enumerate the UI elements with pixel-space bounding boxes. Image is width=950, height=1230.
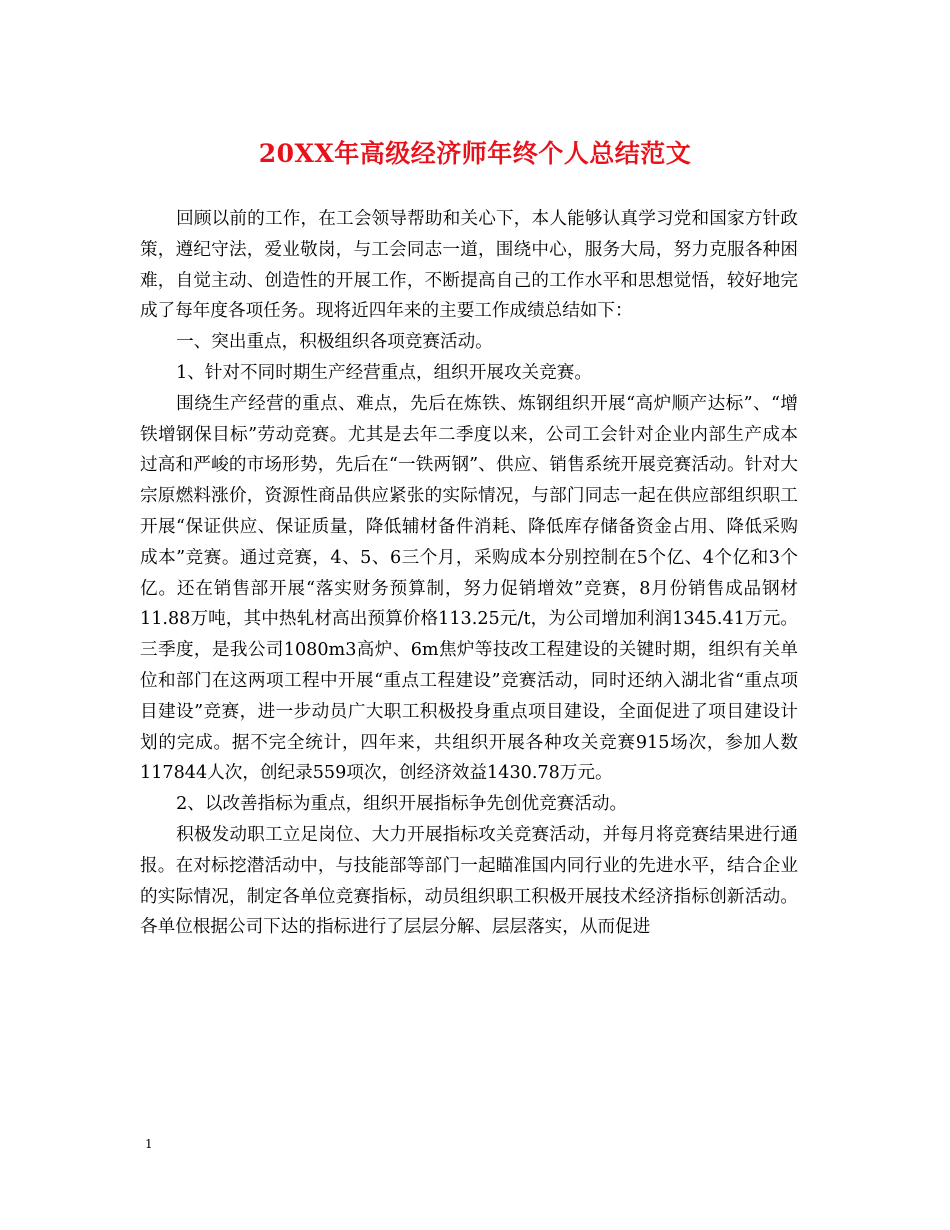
page-number: 1 [145,1137,153,1151]
paragraph-competition: 围绕生产经营的重点、难点，先后在炼铁、炼钢组织开展“高炉顺产达标”、“增铁增钢保目标”劳动竞赛。尤其是去年二季度以来，公司工会针对企业内部生产成本过高和严峻的市场形势，先后在“一铁两钢”、供应、销售系统开展竞赛活动。针对大宗原燃料涨价，资源性商品供应紧张的实际情况，与部门同志一起在供应部组织职工开展“保证供应、保证质量，降低辅材备件消耗、降低库存储备资金占用、降低采购成本”竞赛。通过竞赛，4、5、6三个月，采购成本分别控制在5个亿、4个亿和3个亿。还在销售部开展“落实财务预算制，努力促销增效”竞赛，8月份销售成品钢材11.88万吨，其中热轧材高出预算价格113.25元/t，为公司增加利润1345.41万元。三季度，是我公司1080m3高炉、6m焦炉等技改工程建设的关键时期，组织有关单位和部门在这两项工程中开展“重点工程建设”竞赛活动，同时还纳入湖北省“重点项目建设”竞赛，进一步动员广大职工积极投身重点项目建设，全面促进了项目建设计划的完成。据不完全统计，四年来，共组织开展各种攻关竞赛915场次，参加人数117844人次，创纪录559项次，创经济效益1430.78万元。 [140,393,798,784]
section-heading-1: 一、突出重点，积极组织各项竞赛活动。 [176,332,493,353]
document-body [140,204,798,943]
subsection-heading-1: 1、针对不同时期生产经营重点，组织开展攻关竞赛。 [176,362,592,383]
document-title: 20XX年高级经济师年终个人总结范文 [258,139,692,168]
paragraph-intro: 回顾以前的工作，在工会领导帮助和关心下，本人能够认真学习党和国家方针政策，遵纪守法，爱业敬岗，与工会同志一道，围绕中心，服务大局，努力克服各种困难，自觉主动、创造性的开展工作，不断提高自己的工作水平和思想觉悟，较好地完成了每年度各项任务。现将近四年来的主要工作成绩总结如下： [140,209,798,322]
paragraph-indicators: 积极发动职工立足岗位、大力开展指标攻关竞赛活动，并每月将竞赛结果进行通报。在对标挖潜活动中，与技能部等部门一起瞄准国内同行业的先进水平，结合企业的实际情况，制定各单位竞赛指标，动员组织职工积极开展技术经济指标创新活动。各单位根据公司下达的指标进行了层层分解、层层落实，从而促进 [140,824,798,938]
subsection-heading-2: 2、以改善指标为重点，组织开展指标争先创优竞赛活动。 [176,794,628,815]
